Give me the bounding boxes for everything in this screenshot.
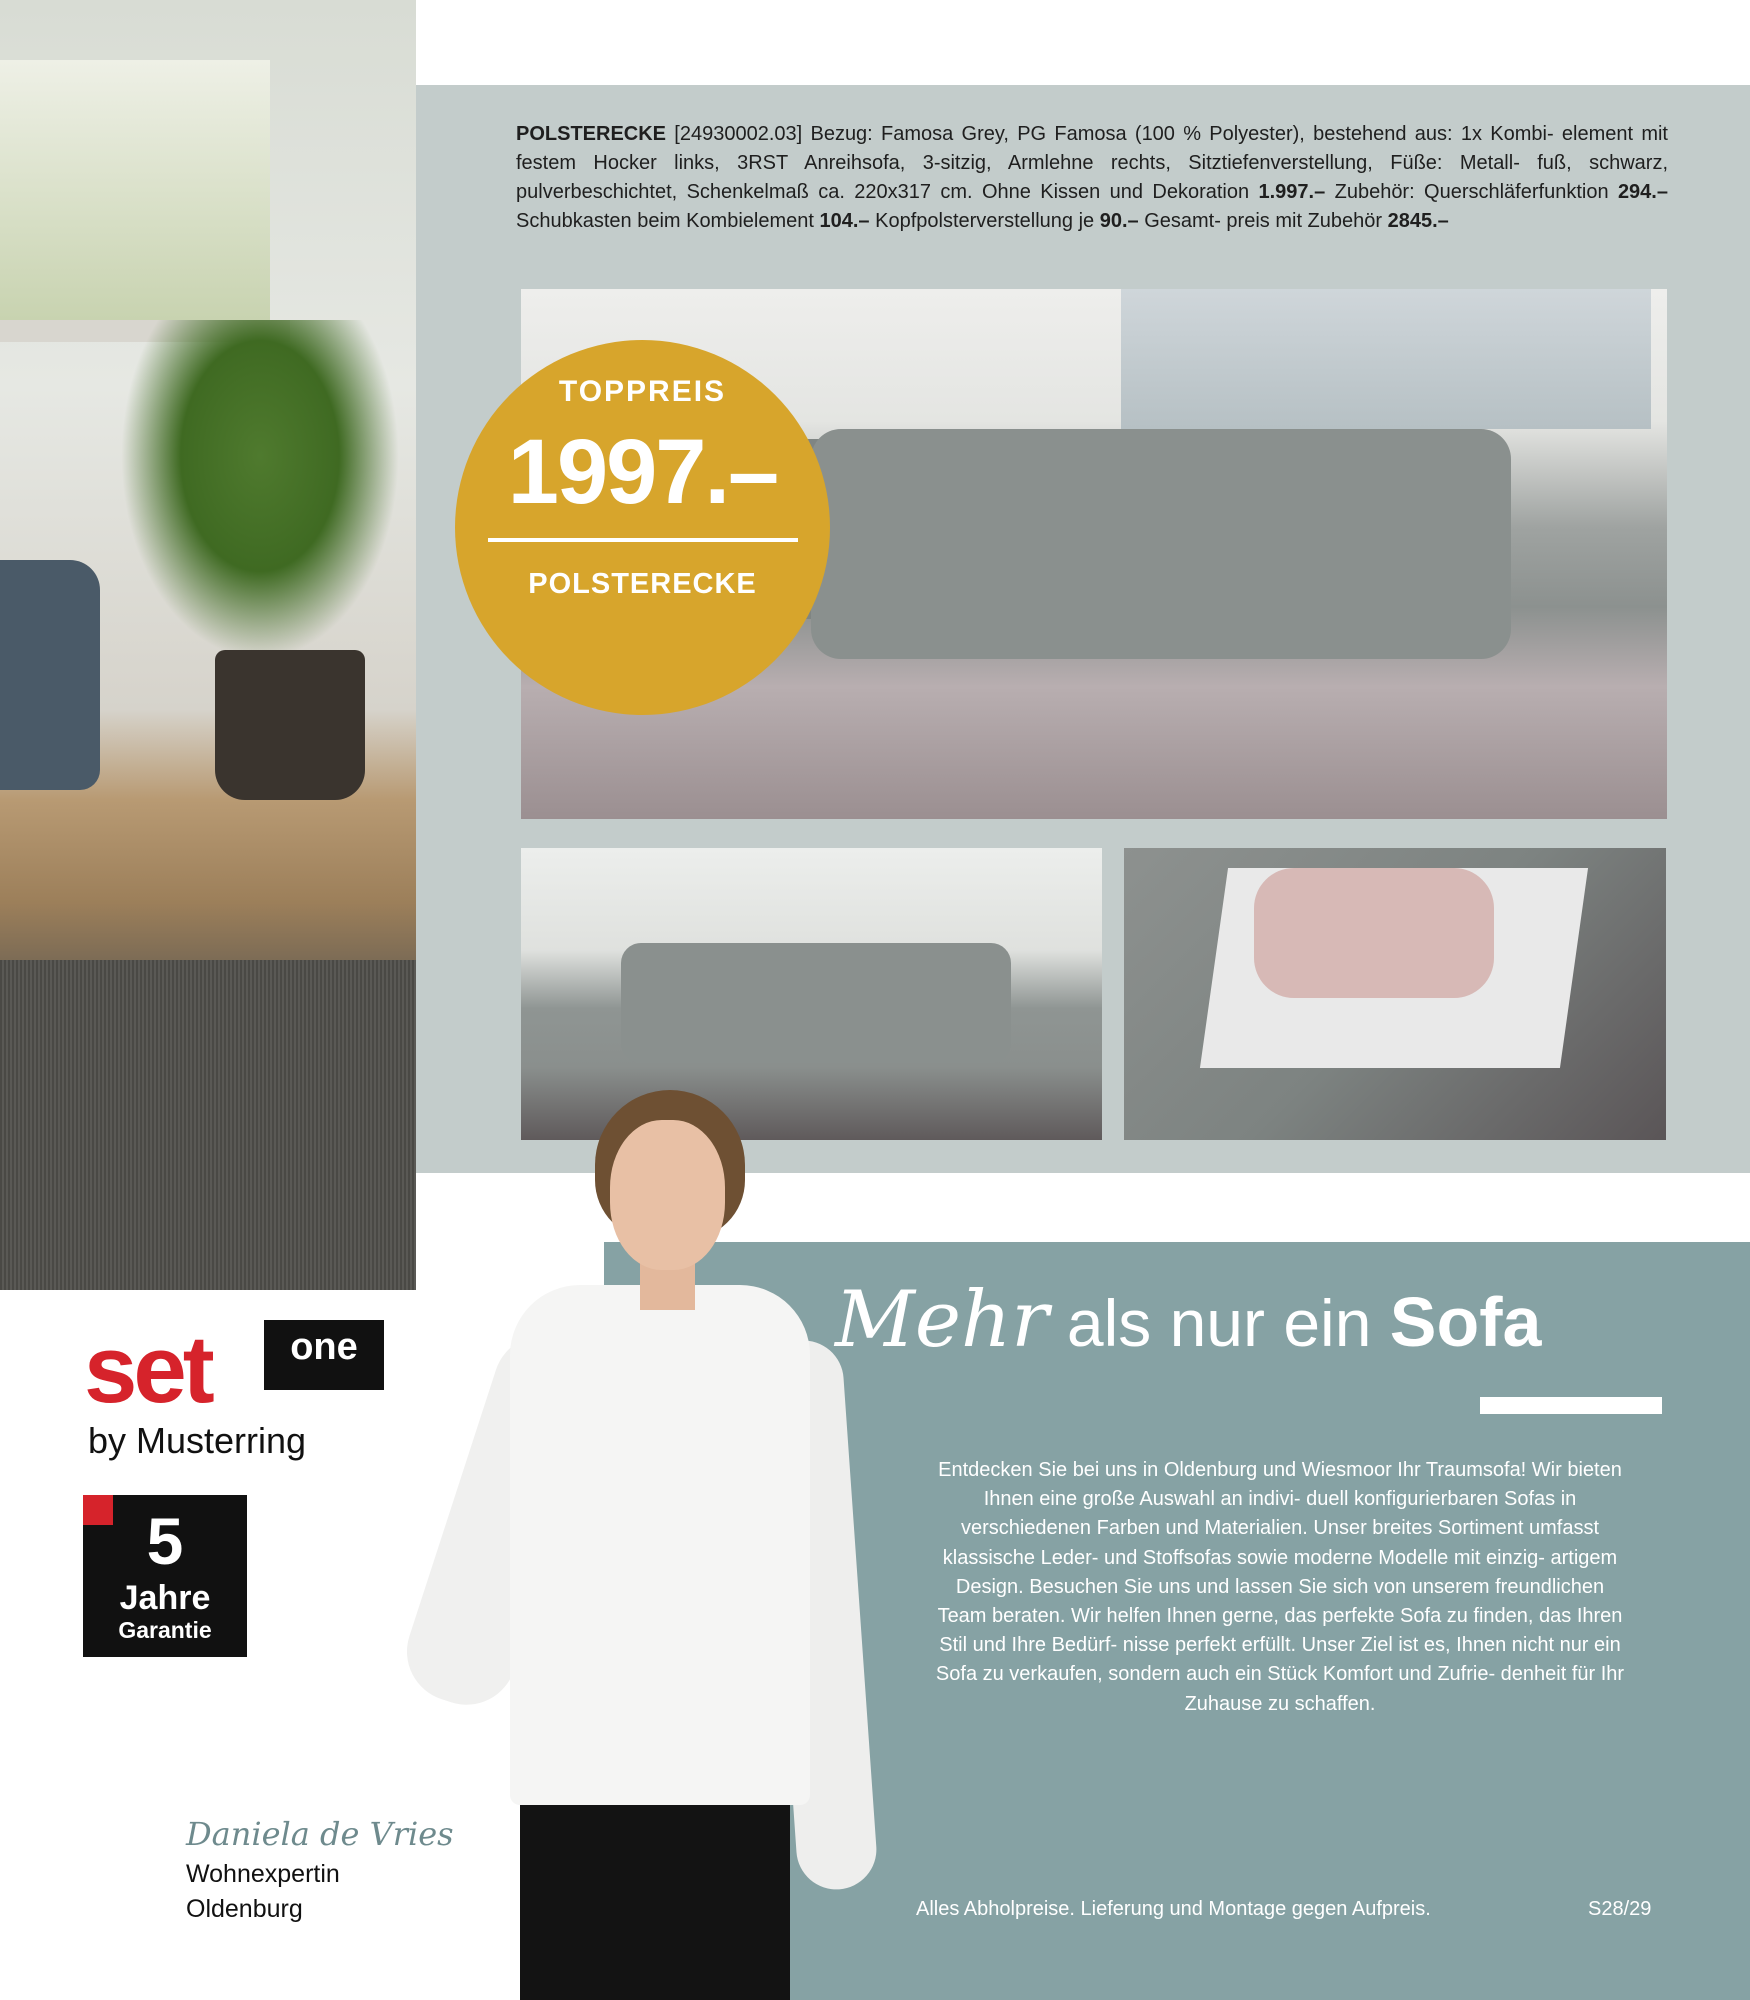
pillow [1254, 868, 1494, 998]
warranty-word-1: Jahre [119, 1579, 211, 1617]
warranty-word-2: Garantie [118, 1617, 212, 1643]
price-total: 2845.– [1387, 210, 1449, 232]
warranty-badge [83, 1495, 247, 1657]
sofa-body [621, 943, 1011, 1063]
expert-city: Oldenburg [186, 1895, 303, 1923]
face [610, 1120, 725, 1270]
product-description [516, 120, 1668, 236]
sofa-drawer-photo [1124, 848, 1666, 1140]
logo-set: set [84, 1316, 211, 1423]
badge-divider [488, 538, 798, 542]
sofa-body [811, 429, 1511, 659]
expert-photo [360, 1080, 860, 2000]
page-number: S28/29 [1588, 1898, 1652, 1920]
window [0, 60, 270, 320]
product-name: POLSTERECKE [516, 123, 667, 145]
armchair [0, 560, 100, 790]
expert-name: Daniela de Vries [186, 1815, 454, 1853]
plant-pot [215, 650, 365, 800]
pants [520, 1780, 790, 2000]
headline-underline [1480, 1397, 1662, 1414]
plant-leaves [120, 320, 400, 660]
product-price: 1.997.– [1258, 181, 1326, 203]
headline [835, 1275, 1665, 1385]
body-text: Entdecken Sie bei uns in Oldenburg und Wiesmoor Ihr Traumsofa! Wir bieten Ihnen eine große Auswahl an indivi- duell konfigurierbaren Sofas in verschiedenen Farben und Materialien. Unser breites Sortiment umfasst klassische Leder- und Stoffsofas sowie moderne Modelle mit einzig- artigem Design. Besuchen Sie uns und lassen Sie sich von unserem freundlichen Team beraten. Wir helfen Ihnen gerne, das perfekte Sofa zu finden, das Ihren Stil und Ihre Bedürf- nisse perfekt erfüllt. Unser Ziel ist es, Ihnen nicht nur ein Sofa zu verkaufen, sondern auch ein Stück Komfort und Zufrie- denheit für Ihr Zuhause zu schaffen. [935, 1459, 1625, 1715]
desc-part: Kopfpolsterverstellung je [869, 210, 1100, 232]
photo-window [1121, 289, 1651, 429]
desc-part: Zubehör: Querschläferfunktion [1325, 181, 1618, 203]
price-drawer: 104.– [819, 210, 870, 232]
badge-label-bottom: POLSTERECKE [528, 568, 757, 600]
warranty-years: 5 [146, 1504, 184, 1578]
badge-label-top: TOPPREIS [558, 375, 727, 408]
headline-script: Mehr [835, 1275, 1049, 1365]
price-headrest: 90.– [1099, 210, 1139, 232]
desc-part: [24930002.03] Bezug: Famosa Grey, PG Famosa (100 % Polyester), bestehend aus: 1x Kombi- element mit festem Hocker links, 3RST Anreihsofa, 3-sitzig, Armlehne rechts, Sitztiefenverstellung, Füße: Metall- fuß, schwarz, pulverbeschichtet, Schenkelmaß ca. 220x317 cm. Ohne Kissen und Dekoration [516, 123, 1668, 203]
room-photo-left [0, 0, 416, 1290]
set-one-logo [84, 1316, 364, 1470]
badge-price: 1997.– [507, 421, 778, 523]
footer-note: Alles Abholpreise. Lieferung und Montage gegen Aufpreis. [916, 1898, 1431, 1920]
shirt [510, 1285, 810, 1805]
rug [0, 960, 416, 1290]
desc-part: Gesamt- preis mit Zubehör [1138, 210, 1388, 232]
headline-bold: Sofa [1389, 1283, 1542, 1361]
price-sleeper: 294.– [1617, 181, 1668, 203]
logo-one: one [290, 1326, 358, 1368]
headline-plain: als nur ein [1048, 1286, 1390, 1360]
desc-part: Schubkasten beim Kombielement [516, 210, 820, 232]
price-badge [455, 340, 830, 715]
logo-one-box [264, 1320, 384, 1390]
logo-by-musterring: by Musterring [88, 1420, 307, 1461]
expert-role: Wohnexpertin [186, 1860, 340, 1888]
